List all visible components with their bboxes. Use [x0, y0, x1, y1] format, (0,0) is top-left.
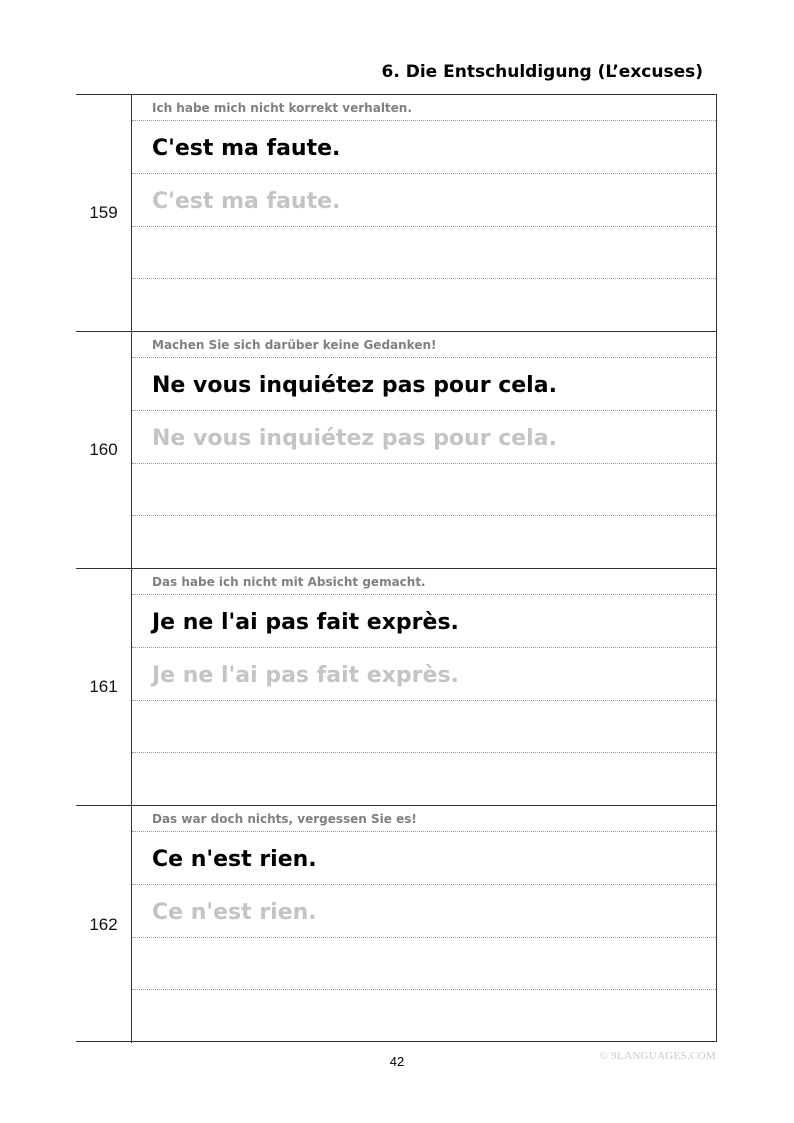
- model-sentence: C'est ma faute.: [132, 121, 716, 174]
- entry-number: 162: [76, 806, 132, 1043]
- blank-writing-line[interactable]: [132, 516, 716, 569]
- german-prompt: Ich habe mich nicht korrekt verhalten.: [132, 95, 716, 121]
- blank-writing-line[interactable]: [132, 753, 716, 806]
- trace-sentence: Je ne l'ai pas fait exprès.: [132, 648, 716, 701]
- german-prompt: Machen Sie sich darüber keine Gedanken!: [132, 332, 716, 358]
- blank-writing-line[interactable]: [132, 938, 716, 991]
- writing-lines: [132, 332, 716, 568]
- model-sentence: Je ne l'ai pas fait exprès.: [132, 595, 716, 648]
- german-prompt: Das habe ich nicht mit Absicht gemacht.: [132, 569, 716, 595]
- entry-number: 161: [76, 569, 132, 805]
- practice-entry: [76, 569, 716, 806]
- blank-writing-line[interactable]: [132, 279, 716, 332]
- model-sentence: Ne vous inquiétez pas pour cela.: [132, 358, 716, 411]
- trace-sentence: Ce n'est rien.: [132, 885, 716, 938]
- trace-sentence: C'est ma faute.: [132, 174, 716, 227]
- blank-writing-line[interactable]: [132, 464, 716, 517]
- blank-writing-line[interactable]: [132, 701, 716, 754]
- page-title: 6. Die Entschuldigung (L’excuses): [381, 62, 703, 82]
- entry-number: 159: [76, 95, 132, 331]
- page-number: 42: [389, 1054, 405, 1069]
- blank-writing-line[interactable]: [132, 990, 716, 1043]
- entry-number: 160: [76, 332, 132, 568]
- trace-sentence: Ne vous inquiétez pas pour cela.: [132, 411, 716, 464]
- german-prompt: Das war doch nichts, vergessen Sie es!: [132, 806, 716, 832]
- copyright-watermark: © 9LANGUAGES.COM: [599, 1050, 716, 1062]
- practice-entry: [76, 806, 716, 1043]
- model-sentence: Ce n'est rien.: [132, 832, 716, 885]
- writing-lines: [132, 806, 716, 1043]
- writing-lines: [132, 569, 716, 805]
- practice-entry: [76, 332, 716, 569]
- practice-sheet: [76, 94, 717, 1042]
- blank-writing-line[interactable]: [132, 227, 716, 280]
- practice-entry: [76, 95, 716, 332]
- writing-lines: [132, 95, 716, 331]
